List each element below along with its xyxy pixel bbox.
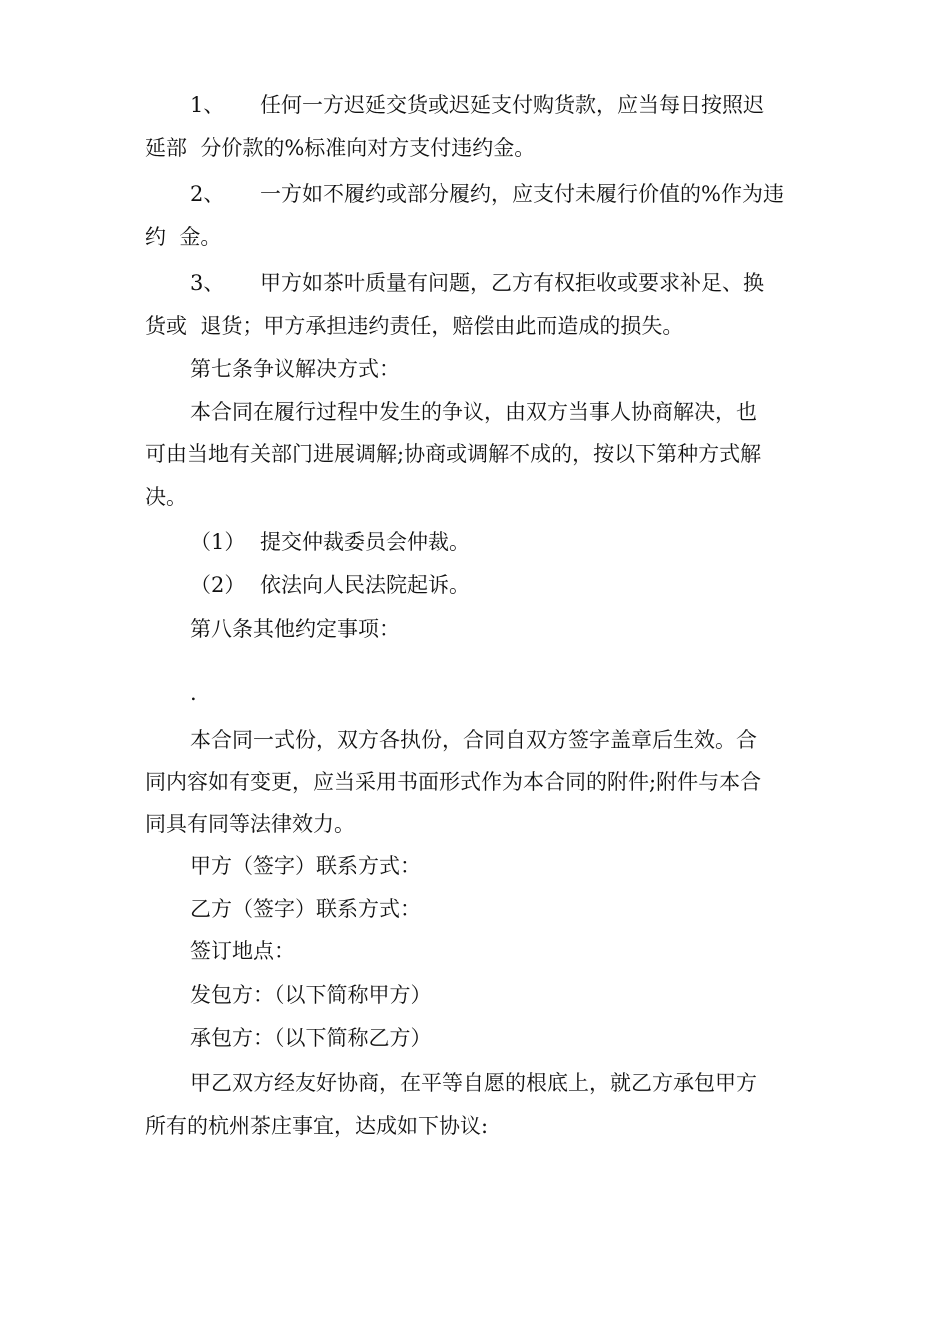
penalty-item-2-number: 2、 [190,182,225,206]
article-7-heading: 第七条争议解决方式： [190,357,400,381]
penalty-item-1-line1: 任何一方迟延交货或迟延支付购货款，应当每日按照迟 [260,93,764,117]
signing-place: 签订地点： [190,939,295,963]
penalty-item-3-line2: 货或 退货；甲方承担违约责任，赔偿由此而造成的损失。 [145,314,684,338]
closing-line2: 同内容如有变更，应当采用书面形式作为本合同的附件;附件与本合 [145,770,762,794]
penalty-item-3-number: 3、 [190,271,225,295]
closing-line1: 本合同一式份，双方各执份，合同自双方签字盖章后生效。合 [190,728,757,752]
closing-line3: 同具有同等法律效力。 [145,812,355,836]
contractor-line: 发包方：（以下简称甲方） [190,983,432,1007]
intro-line1: 甲乙双方经友好协商，在平等自愿的根底上，就乙方承包甲方 [190,1071,757,1095]
penalty-item-2-line1: 一方如不履约或部分履约，应支付未履行价值的%作为违 [260,182,784,206]
intro-line2: 所有的杭州茶庄事宜，达成如下协议: [145,1114,489,1138]
penalty-item-2-line2: 约 金。 [145,225,222,249]
article-8-dot: . [190,681,197,705]
contractee-line: 承包方：（以下简称乙方） [190,1026,432,1050]
signature-party-a: 甲方（签字）联系方式： [190,854,421,878]
article-7-option-2-text: 依法向人民法院起诉。 [260,573,470,597]
article-7-option-1-text: 提交仲裁委员会仲裁。 [260,530,470,554]
article-7-body-line3: 决。 [145,485,187,509]
article-7-body-line2: 可由当地有关部门进展调解;协商或调解不成的，按以下第种方式解 [145,442,762,466]
penalty-item-3-line1: 甲方如茶叶质量有问题，乙方有权拒收或要求补足、换 [260,271,764,295]
penalty-item-1-number: 1、 [190,93,225,117]
article-7-option-2-number: （2） [190,573,246,597]
article-8-heading: 第八条其他约定事项： [190,617,400,641]
signature-party-b: 乙方（签字）联系方式： [190,897,421,921]
article-7-option-1-number: （1） [190,530,246,554]
penalty-item-1-line2: 延部 分价款的%标准向对方支付违约金。 [145,136,536,160]
article-7-body-line1: 本合同在履行过程中发生的争议，由双方当事人协商解决，也 [190,400,757,424]
